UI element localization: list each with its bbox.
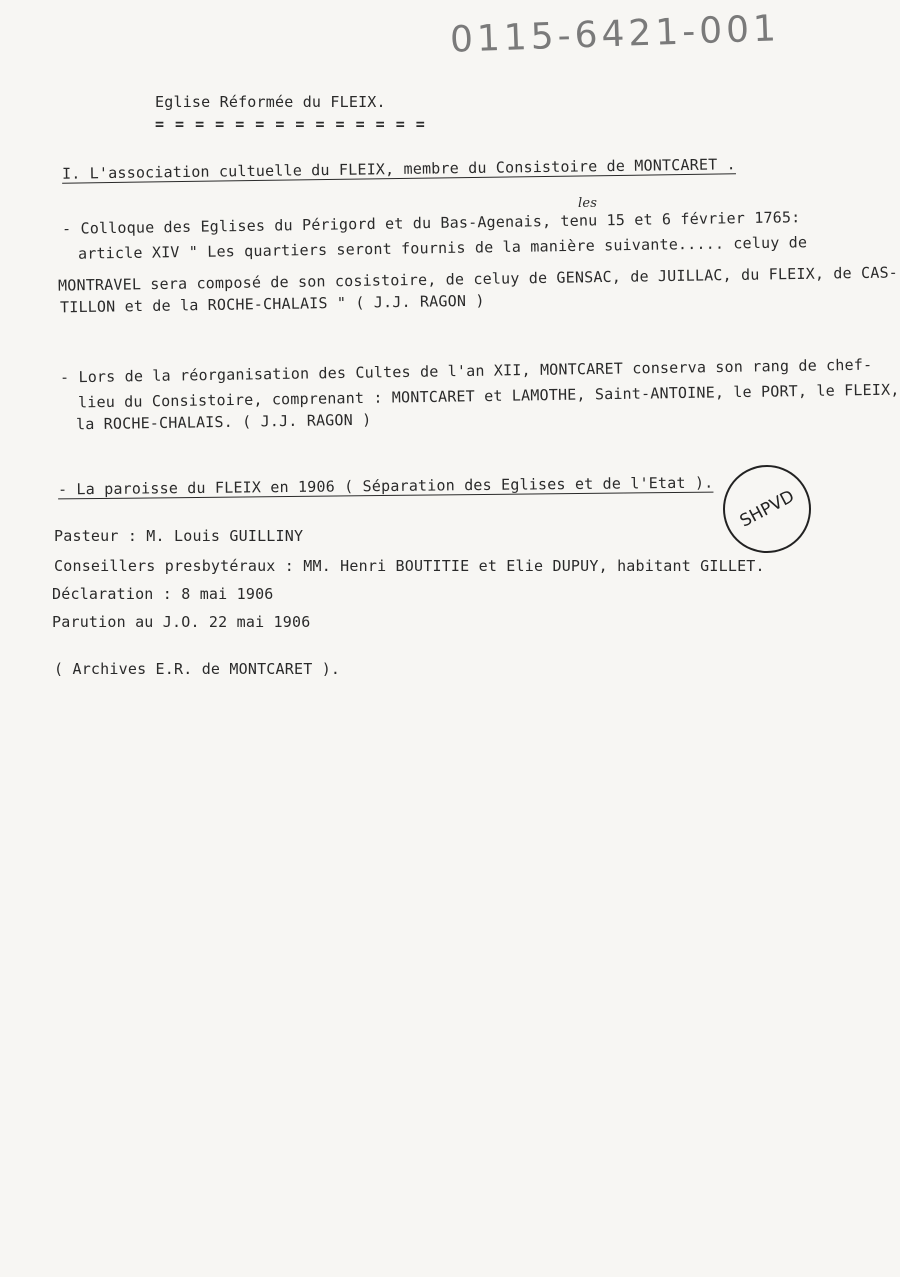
- quote-line-3: MONTRAVEL sera composé de son cosistoire, de celuy de GENSAC, de JUILLAC, du FLEIX, de CAS-: [57, 263, 899, 295]
- quote-line-2: article XIV " Les quartiers seront fournis de la manière suivante..... celuy de: [77, 233, 808, 263]
- title-underline: = = = = = = = = = = = = = =: [155, 115, 426, 133]
- quote-line-1: - Colloque des Eglises du Périgord et du Bas-Agenais, tenu 15 et 6 février 1765:: [61, 208, 801, 238]
- shpvd-stamp: [723, 465, 811, 553]
- reorg-line-3: la ROCHE-CHALAIS. ( J.J. RAGON ): [75, 410, 372, 434]
- publication-line: Parution au J.O. 22 mai 1906: [52, 613, 311, 631]
- handwritten-annotation: les: [578, 196, 598, 211]
- councillors-line: Conseillers presbytéraux : MM. Henri BOUTITIE et Elie DUPUY, habitant GILLET.: [54, 557, 765, 575]
- stamp-text: SHPVD: [736, 486, 798, 532]
- source-line: ( Archives E.R. de MONTCARET ).: [54, 660, 341, 678]
- document-title: Eglise Réformée du FLEIX.: [155, 93, 386, 111]
- handwritten-reference: 0115-6421-001: [449, 8, 781, 61]
- declaration-line: Déclaration : 8 mai 1906: [52, 585, 274, 603]
- pastor-line: Pasteur : M. Louis GUILLINY: [54, 527, 304, 545]
- section1-heading: I. L'association cultuelle du FLEIX, membre du Consistoire de MONTCARET .: [61, 155, 736, 183]
- reorg-line-1: - Lors de la réorganisation des Cultes de l'an XII, MONTCARET conserva son rang de chef-: [59, 355, 873, 387]
- section2-heading: - La paroisse du FLEIX en 1906 ( Séparation des Eglises et de l'Etat ).: [57, 473, 714, 499]
- reorg-line-2: lieu du Consistoire, comprenant : MONTCARET et LAMOTHE, Saint-ANTOINE, le PORT, le FLEIX,: [77, 380, 900, 412]
- quote-line-4: TILLON et de la ROCHE-CHALAIS " ( J.J. RAGON ): [59, 291, 485, 317]
